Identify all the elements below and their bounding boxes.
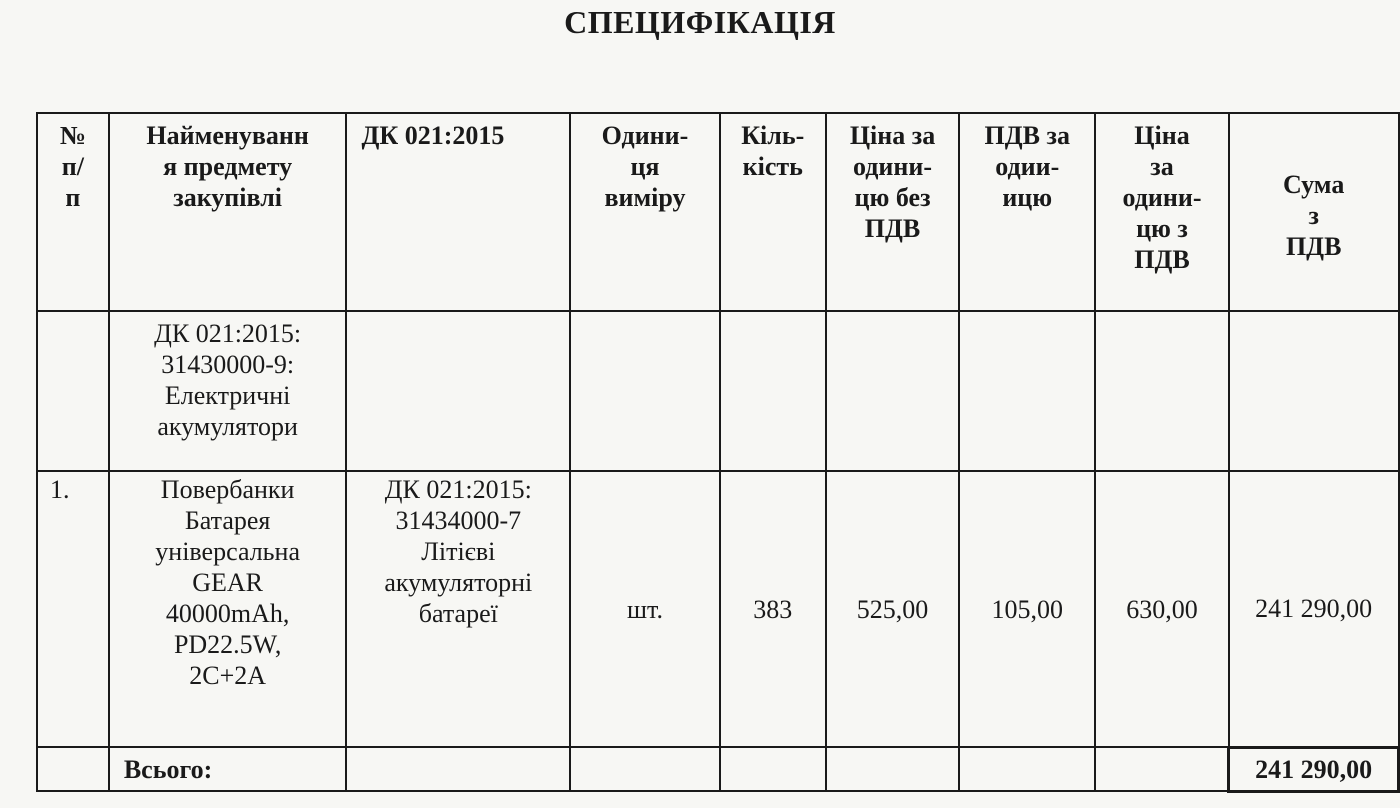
item-price-with-vat: 630,00: [1095, 471, 1229, 747]
item-price-no-vat: 525,00: [826, 471, 960, 747]
cell-text-line: Повербанки: [160, 475, 295, 504]
cell-text-line: Електричні: [164, 381, 291, 410]
cell-text-line: я предмету: [163, 152, 293, 181]
total-sum: 241 290,00: [1229, 747, 1399, 791]
header-price-with-vat: [1095, 113, 1229, 311]
cell-text-line: Літієві: [421, 537, 496, 566]
specification-table: [36, 112, 1400, 793]
cell-text-line: цю з: [1136, 214, 1188, 243]
cell-text-line: Кіль-: [741, 121, 805, 150]
cell-text-line: одии-: [995, 152, 1060, 181]
cell-text-line: цю без: [854, 183, 931, 212]
cell-text-line: ПДВ: [1285, 231, 1342, 261]
cell-text-line: Ціна за: [849, 121, 936, 150]
cell-text-line: Найменуванн: [146, 121, 309, 150]
cell-text-line: одини-: [1122, 183, 1202, 212]
cell-text-line: 2C+2A: [189, 661, 267, 690]
cell-text-line: з: [1308, 200, 1319, 230]
item-name: [109, 471, 347, 747]
total-row: [37, 747, 1399, 791]
cell-text-line: 31434000-7: [395, 506, 522, 535]
cell-text-line: ДК 021:2015: [361, 121, 505, 150]
cell-text-line: GEAR: [192, 568, 264, 597]
cell-text-line: батареї: [418, 599, 498, 628]
cell-text-line: закупівлі: [173, 183, 283, 212]
cell-text-line: кість: [742, 152, 803, 181]
cell-text-line: PD22.5W,: [173, 630, 282, 659]
cell-text-line: виміру: [604, 183, 686, 212]
cell-text-line: ДК 021:2015:: [154, 319, 302, 348]
cell-text-line: 31430000-9:: [161, 350, 295, 379]
cell-text-line: №: [59, 121, 86, 150]
item-unit: шт.: [570, 471, 720, 747]
header-row: [37, 113, 1399, 311]
table-row: [37, 471, 1399, 747]
header-name: [109, 113, 347, 311]
cell-text-line: ПДВ: [864, 214, 921, 243]
cell-text-line: 40000mAh,: [165, 599, 290, 628]
header-sum: [1229, 113, 1399, 311]
item-sum: 241 290,00: [1229, 471, 1399, 747]
document-title: СПЕЦИФІКАЦІЯ: [564, 4, 836, 40]
cell-text-line: ДК 021:2015:: [384, 475, 532, 504]
item-vat: 105,00: [959, 471, 1095, 747]
cell-text-line: Одини-: [601, 121, 689, 150]
header-dk-code: [346, 113, 570, 311]
header-price-no-vat: [826, 113, 960, 311]
cell-text-line: ПДВ за: [984, 121, 1070, 150]
header-unit: [570, 113, 720, 311]
cell-text-line: універсальна: [155, 537, 300, 566]
group-row: [37, 311, 1399, 471]
item-quantity: 383: [720, 471, 826, 747]
cell-text-line: Ціна: [1134, 121, 1190, 150]
cell-text-line: акумуляторні: [384, 568, 533, 597]
cell-text-line: п: [65, 183, 81, 212]
cell-text-line: Сума: [1283, 169, 1345, 199]
cell-text-line: п/: [61, 152, 85, 181]
cell-text-line: ПДВ: [1134, 245, 1190, 274]
cell-text-line: ця: [630, 152, 660, 181]
total-label: Всього:: [109, 747, 347, 791]
item-dk-code: [346, 471, 570, 747]
cell-text-line: Батарея: [184, 506, 271, 535]
cell-text-line: за: [1150, 152, 1174, 181]
header-number: [37, 113, 109, 311]
item-number: 1.: [37, 471, 109, 747]
header-quantity: [720, 113, 826, 311]
cell-text-line: ицю: [1002, 183, 1053, 212]
group-name: [109, 311, 347, 471]
cell-text-line: акумулятори: [157, 412, 298, 441]
header-vat: [959, 113, 1095, 311]
cell-text-line: одини-: [853, 152, 933, 181]
